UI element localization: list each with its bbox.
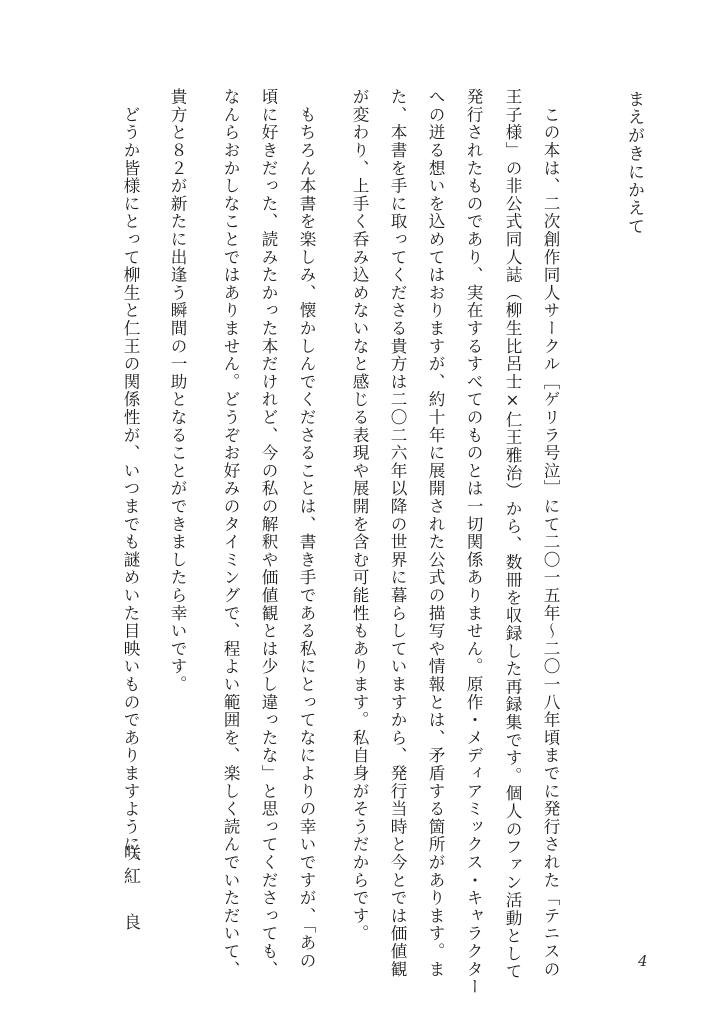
author-name: 咲紅 良 — [120, 844, 140, 936]
text-column-6: が変わり、上手く呑み込めないなと感じる表現や展開を含む可能性もあります。私自身がそうだからです。 — [350, 88, 369, 943]
text-column-5: た、本書を手に取ってくださる貴方は二〇二六年以降の世界に暮らしていますから、発行当時と今とでは価値観 — [388, 88, 407, 978]
preface-title: まえがきにかえて — [624, 90, 644, 236]
text-column-8: 頃に好きだった、読みたかった本だけれど、今の私の解釈や価値観とは少し違ったな」と思ってくださっても、 — [259, 88, 278, 978]
text-column-9: なんらおかしなことではありません。どうぞお好みのタイミングで、程よい範囲を、楽しく読んでいただいて、 — [221, 88, 240, 978]
text-column-10: 貴方と８２が新たに出逢う瞬間の一助となることができましたら幸いです。 — [168, 88, 187, 694]
text-column-3: 発行されたものであり、実在するすべてのものとは一切関係ありません。原作・メディアミックス・キャラクター — [464, 88, 483, 996]
text-column-4: への迸る想いを込めてはおりますが、約十年に展開された公式の描写や情報とは、矛盾する箇所があります。ま — [426, 88, 445, 978]
page-number: 4 — [638, 952, 648, 970]
text-column-2: 王子様」の非公式同人誌（柳生比呂士×仁王雅治）から、数冊を収録した再録集です。個人のファン活動として — [503, 88, 522, 981]
text-column-1: この本は、二次創作同人サークル［ゲリラ号泣］にて二〇一五年〜二〇一八年頃までに発行された「テニスの — [541, 88, 560, 978]
text-column-11: どうか皆様にとって柳生と仁王の関係性が、いつまでも謎めいた目映いものでありますように。 — [121, 88, 140, 872]
text-column-7: もちろん本書を楽しみ、懐かしんでくださることは、書き手である私にとってなによりの幸いですが、「あの — [297, 88, 316, 970]
